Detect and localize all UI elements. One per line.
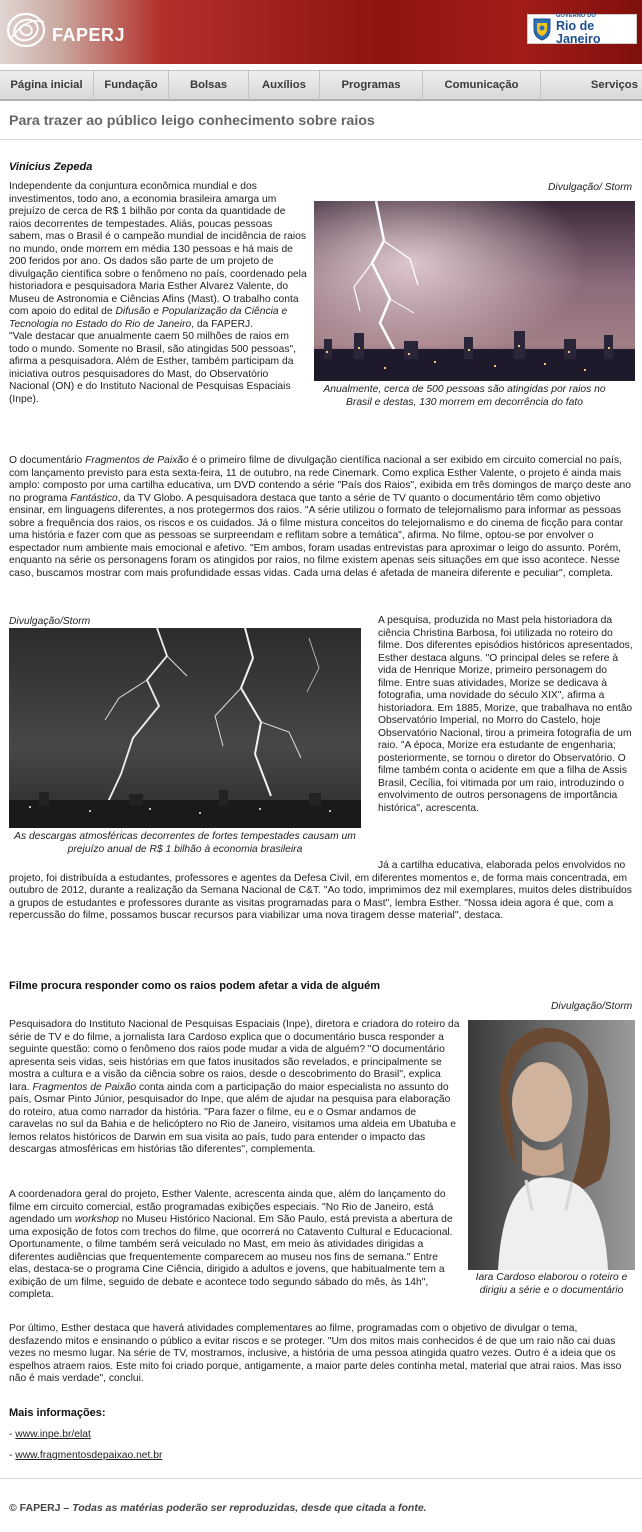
nav-item-bolsas[interactable]: Bolsas	[169, 71, 249, 100]
lightning-city-image	[314, 201, 635, 381]
gov-text	[556, 13, 632, 45]
paragraph-text: é o primeiro filme de divulgação científica nacional a ser exibido em circuito comercial no país, com lançamento previsto para esta sexta-feira, 11 de outubro, na rede Cinemark. Como explica Esther Valente, o projeto é ainda mais amplo: composto por uma cartilha educativa, um DVD contendo a série "País dos Raios", exibida em três domingos de março deste ano no programa	[9, 455, 632, 504]
footer	[9, 1502, 427, 1516]
paragraph-text: Pesquisadora do Instituto Nacional de Pesquisas Espaciais (Inpe), diretora e criadora do roteiro da série de TV e do filme, a jornalista Iara Cardoso explica que o documentário busca responder a seguinte questão: como o fenômeno dos raios pode mudar a vida de alguém? "O documentário apresenta seis vidas, seis histórias em que fatos inusitados são revelados, e principalmente se mostra a cultura e a visão da ciência sobre os raios, desde o descobrimento do Brasil", explica Iara.	[9, 1019, 460, 1093]
faperj-logo-icon[interactable]	[6, 10, 50, 50]
photo-credit: Divulgação/ Storm	[548, 182, 633, 193]
link-fragmentos[interactable]: www.fragmentosdepaixao.net.br	[15, 1450, 163, 1461]
photo-caption: Anualmente, cerca de 500 pessoas são atingidas por raios no Brasil e destas, 130 morrem em decorrência do fato	[323, 384, 606, 408]
paragraph-text: no Museu Histórico Nacional. Em São Paulo, está prevista a abertura de uma exposição de fotos com trechos do filme, que ocorrerá no Catavento Cultural e Educacional. Oportunamente, o filme também será veiculado no Mast, em meio às atividades dirigidas a diferentes audiências que frequentemente comparecem ao museu nos fins de semana." Entre elas, destaca-se o programa Cine Ciência, dirigido a adultos e jovens, que habitualmente tem a exibição de um filme, seguido de debate e acontece todo segundo sábado do mês, às 14h", completa.	[9, 1214, 453, 1300]
reproduction-note: Todas as matérias poderão ser reproduzidas, desde que citada a fonte.	[72, 1502, 427, 1514]
photo-credit: Divulgação/Storm	[551, 1001, 633, 1012]
paragraph-text: conta ainda com a participação do maior especialista no assunto do país, Osmar Pinto Júnior, pesquisador do Inpe, que além de ajudar na pesquisa para elaboração do roteiro, atua como narrador da história. "Para fazer o filme, eu e o Osmar andamos de caravelas no sul da Bahia e de helicóptero no Rio de Janeiro, visitamos uma aldeia em Ubatuba e lemos relatos históricos de Darwin em sua visita ao país, tudo para entender o impacto das descargas atmosféricas em histórias tão diferentes", complementa.	[9, 1081, 457, 1155]
paragraph: Por último, Esther destaca que haverá atividades complementares ao filme, programadas com o objetivo de divulgar o tema, desfazendo mitos e ensinando o público a evitar riscos e se proteger. "Um dos mitos mais conhecidos é de que um raio não cai duas vezes no mesmo lugar. Na série de TV, mostramos, inclusive, a história de uma pessoa atingida quatro vezes. Outro é a ideia que os espelhos atraem raios. Este mito foi criado porque, antigamente, a maior parte deles continha metal, material que atrai raios. Mas isso não é mais verdade", conclui.	[9, 1323, 622, 1384]
gov-state-label: Rio de Janeiro	[556, 19, 601, 46]
emphasis-text: workshop	[74, 1214, 119, 1225]
more-info-heading: Mais informações:	[9, 1407, 106, 1419]
paragraph-text: , da TV Globo. A pesquisadora destaca que tanto a série de TV quanto o documentário têm como objetivo ensinar, em linguagens diferentes, a nos protegermos dos raios. "A série utilizou o formato de telejornalismo para informar as pessoas sobre a frequência dos raios, os riscos e os cuidados. Já o filme mistura conceitos do telejornalismo e do cinema de ficção para contar uma história e fazer com que as pessoas se surpreendam e reflitam sobre a temática", afirma. No filme, optou-se por envolver o espectador num ambiente mais emocional e afetivo. "Em ambos, foram usadas entrevistas para aproximar o leigo do assunto. Porém, enquanto na série os personagens foram os atingidos por raios, no filme existem apenas seis situações em que isso acontece. Nesse caso, buscamos mostrar com mais profundidade essas vidas. Cada uma delas é afetada de maneira diferente e peculiar", completa.	[9, 492, 624, 579]
paragraph	[9, 1189, 460, 1302]
nav-item-fundacao[interactable]: Fundação	[94, 71, 169, 100]
link-prefix: -	[9, 1429, 16, 1440]
link-line	[9, 1428, 91, 1441]
lightning-city-photo[interactable]	[314, 201, 635, 381]
emphasis-text: Fragmentos de Paixão	[85, 455, 189, 466]
nav-item-programas[interactable]: Programas	[320, 71, 423, 100]
rj-coat-of-arms-icon	[532, 17, 552, 41]
nav-item-servicos[interactable]: Serviços	[590, 79, 638, 92]
paragraph-text: Independente da conjuntura econômica mundial e dos investimentos, todo ano, a economia brasileira amarga um prejuízo de cerca de R$ 1 bilhão por conta da quantidade de raios decorrentes de tempestades. Aliás, poucas pessoas sabem, mas o Brasil é o campeão mundial de incidência de raios no mundo, onde morrem em média 130 pessoas e há mais de 200 feridos por ano. Os dados são parte de um projeto de divulgação científica sobre o fenômeno no país, coordenado pela historiadora e pesquisadora Maria Esther Alvarez Valente, do Museu de Astronomia e Ciências Afins (Mast). O trabalho conta com apoio do edital de	[9, 181, 307, 317]
portrait-image	[468, 1020, 635, 1270]
paragraph: Já a cartilha educativa, elaborada pelos envolvidos no projeto, foi distribuída a estudantes, professores e agentes da Defesa Civil, em diferentes momentos e, de forma mais concentrada, em outubro de 2012, durante a realização da Semana Nacional de C&T. "Ao todo, imprimimos dez mil exemplares, muitos deles distribuídos a grupos de estudantes e professores durante as visitas programadas para o Mast", lembra Esther. "Nossa ideia agora é que, com a repercussão do filme, possamos buscar recursos para viabilizar uma nova tiragem desse material", destaca.	[9, 860, 632, 921]
paragraph	[9, 455, 633, 580]
main-nav	[0, 70, 642, 101]
page-title: Para trazer ao público leigo conhecimento sobre raios	[9, 113, 375, 129]
gov-small-label: GOVERNO DO	[556, 12, 596, 19]
title-divider	[0, 139, 642, 140]
emphasis-text: Fantástico	[70, 492, 118, 504]
link-inpe[interactable]: www.inpe.br/elat	[15, 1429, 91, 1440]
section-subheading: Filme procura responder como os raios podem afetar a vida de alguém	[9, 980, 381, 992]
paragraph	[9, 1019, 460, 1157]
nav-item-auxilios[interactable]: Auxílios	[249, 71, 320, 100]
paragraph	[9, 181, 307, 406]
nav-item-comunicacao[interactable]: Comunicação	[423, 71, 541, 100]
emphasis-text: Difusão e Popularização da Ciência e Tecnologia no Estado do Rio de Janeiro	[9, 306, 288, 330]
photo-caption: Iara Cardoso elaborou o roteiro e dirigiu a série e o documentário	[475, 1272, 628, 1296]
iara-cardoso-photo[interactable]	[468, 1020, 635, 1270]
paragraph-text: "Vale destacar que anualmente caem 50 milhões de raios em todo o mundo. Somente no Brasil, são atingidas 500 pessoas", afirma a pesquisadora. Além de Esther, também participam da iniciativa outros pesquisadores do Mast, do Observatório Nacional (ON) e do Instituto Nacional de Pesquisas Espaciais (Inpe).	[9, 331, 297, 405]
photo-credit: Divulgação/Storm	[9, 616, 91, 627]
copyright-text: © FAPERJ –	[9, 1502, 73, 1514]
author-name: Vinicius Zepeda	[9, 161, 93, 173]
link-line	[9, 1449, 162, 1462]
gov-rj-badge[interactable]	[527, 14, 637, 44]
lightning-bw-image	[9, 628, 361, 828]
paragraph-text: , da FAPERJ.	[191, 318, 254, 330]
photo-caption: As descargas atmosféricas decorrentes de fortes tempestades causam um prejuízo anual de R$ 1 bilhão à economia brasileira	[14, 831, 356, 855]
emphasis-text: Fragmentos de Paixão	[32, 1081, 137, 1093]
link-prefix: -	[9, 1450, 16, 1461]
site-header	[0, 0, 642, 64]
paragraph: A pesquisa, produzida no Mast pela historiadora da ciência Christina Barbosa, foi utilizada no roteiro do filme. Dos diferentes episódios históricos apresentados, Esther destaca alguns. "O principal deles se refere à vida de Henrique Morize, primeiro personagem do filme. Entre suas atividades, Morize se dedicava à fotografia, uma novidade do século XIX", afirma a historiadora. Em 1885, Morize, que trabalhava no então Observatório Imperial, no Morro do Castelo, hoje Observatório Nacional, tirou a primeira fotografia de um raio. "A época, Morize era estudante de engenharia; posteriormente, se tornou o diretor do Observatório. O filme também conta o acidente em que a filha de Assis Brasil, Cecília, foi vitimada por um raio, introduzindo o envolvimento de outros personagens de importância histórica", acrescenta.	[378, 615, 633, 814]
footer-divider	[0, 1478, 642, 1479]
lightning-bw-photo[interactable]	[9, 628, 361, 828]
paragraph-text: O documentário	[9, 455, 86, 466]
logo-text[interactable]: FAPERJ	[52, 25, 126, 45]
nav-item-inicio[interactable]: Página inicial	[0, 71, 94, 100]
paragraph-text: A coordenadora geral do projeto, Esther Valente, acrescenta ainda que, além do lançamento do filme em circuito comercial, estão programadas exibições especiais. "No Rio de Janeiro, está agendado um	[9, 1189, 446, 1225]
